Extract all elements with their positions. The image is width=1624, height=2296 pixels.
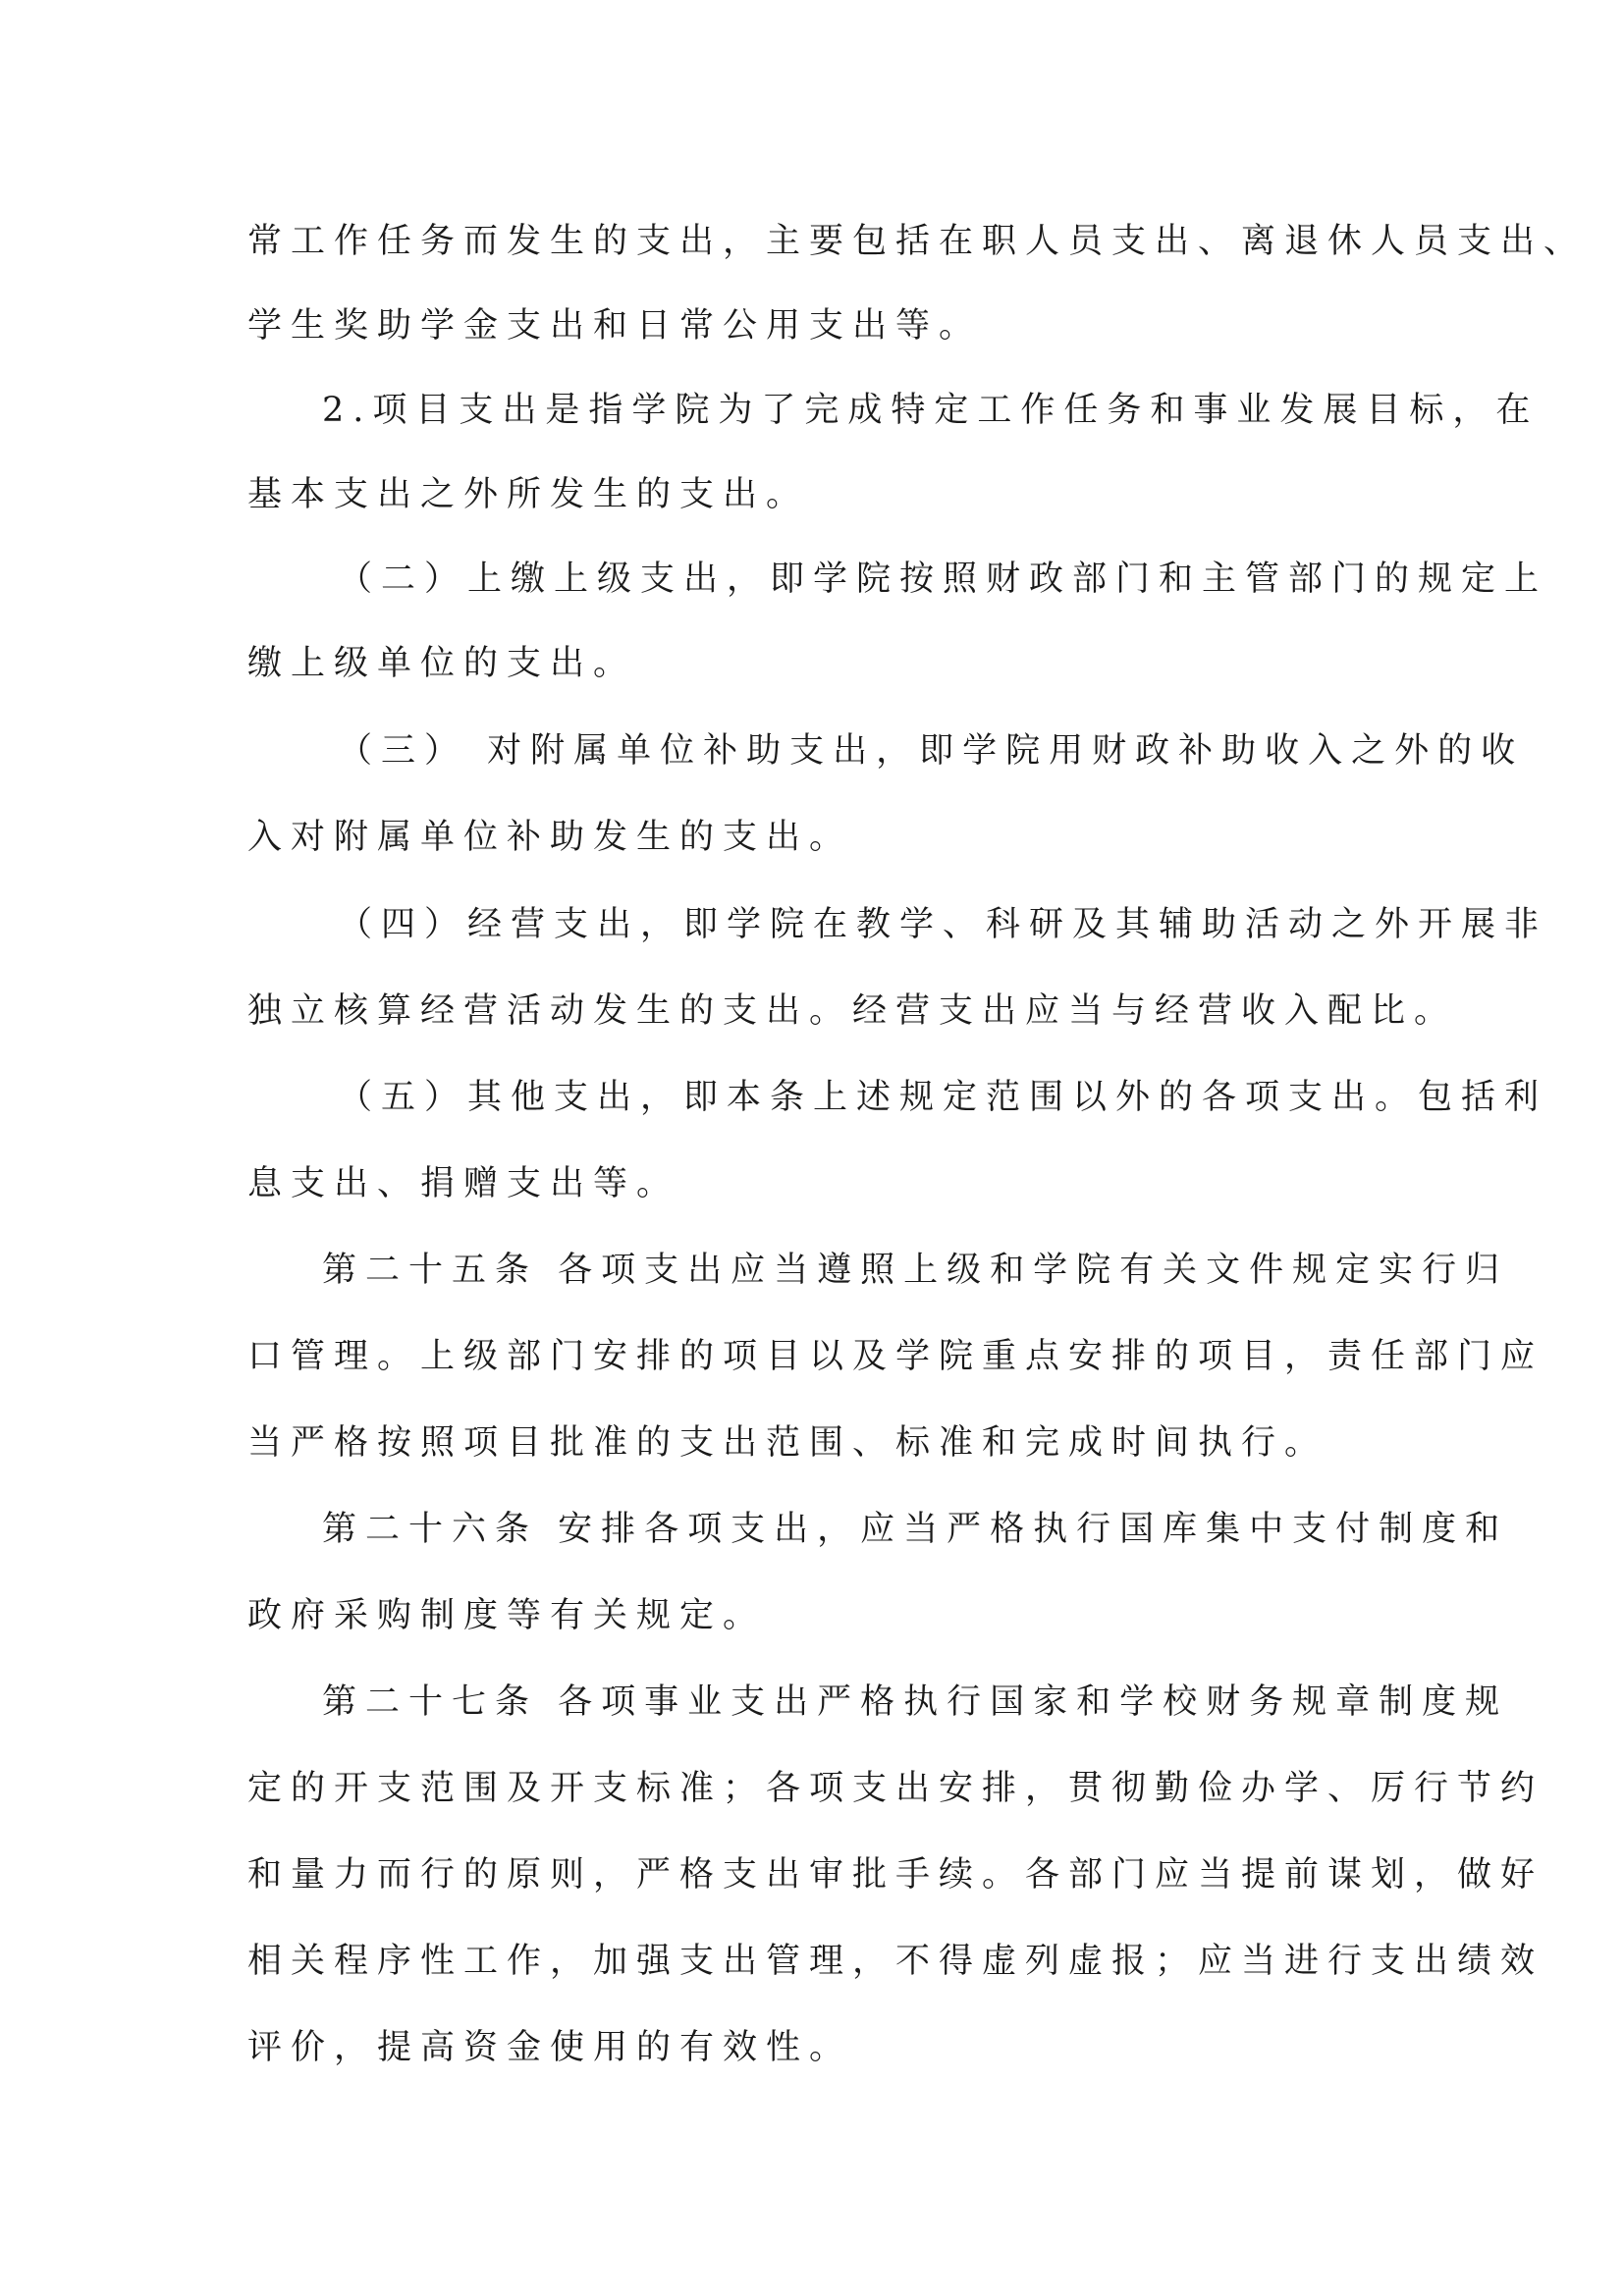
text-line: 和量力而行的原则，严格支出审批手续。各部门应当提前谋划，做好 (247, 1855, 1544, 1895)
text-line: 口管理。上级部门安排的项目以及学院重点安排的项目，责任部门应 (247, 1337, 1544, 1376)
text-line: 评价，提高资金使用的有效性。 (247, 2028, 853, 2067)
paragraph-first-line: （五）其他支出，即本条上述规定范围以外的各项支出。包括利 (338, 1078, 1548, 1117)
paragraph-first-line: （三） 对附属单位补助支出，即学院用财政补助收入之外的收 (338, 731, 1525, 771)
text-line: 独立核算经营活动发生的支出。经营支出应当与经营收入配比。 (247, 991, 1458, 1031)
text-line: 基本支出之外所发生的支出。 (247, 475, 810, 514)
text-line: 息支出、捐赠支出等。 (247, 1164, 680, 1203)
text-line: 学生奖助学金支出和日常公用支出等。 (247, 306, 983, 346)
paragraph-first-line: 第二十五条 各项支出应当遵照上级和学院有关文件规定实行归 (322, 1251, 1509, 1290)
paragraph-first-line: 2.项目支出是指学院为了完成特定工作任务和事业发展目标，在 (322, 391, 1540, 430)
text-line: 政府采购制度等有关规定。 (247, 1596, 767, 1635)
text-line: 常工作任务而发生的支出，主要包括在职人员支出、离退休人员支出、 (247, 222, 1588, 261)
paragraph-first-line: （四）经营支出，即学院在教学、科研及其辅助活动之外开展非 (338, 905, 1548, 944)
text-line: 定的开支范围及开支标准；各项支出安排，贯彻勤俭办学、厉行节约 (247, 1769, 1544, 1808)
text-line: 相关程序性工作，加强支出管理，不得虚列虚报；应当进行支出绩效 (247, 1942, 1544, 1981)
text-line: 当严格按照项目批准的支出范围、标准和完成时间执行。 (247, 1423, 1328, 1463)
text-line: 缴上级单位的支出。 (247, 644, 637, 683)
paragraph-first-line: 第二十六条 安排各项支出，应当严格执行国库集中支付制度和 (322, 1510, 1509, 1549)
paragraph-first-line: （二）上缴上级支出，即学院按照财政部门和主管部门的规定上 (338, 560, 1548, 599)
text-line: 入对附属单位补助发生的支出。 (247, 818, 853, 857)
paragraph-first-line: 第二十七条 各项事业支出严格执行国家和学校财务规章制度规 (322, 1682, 1509, 1722)
